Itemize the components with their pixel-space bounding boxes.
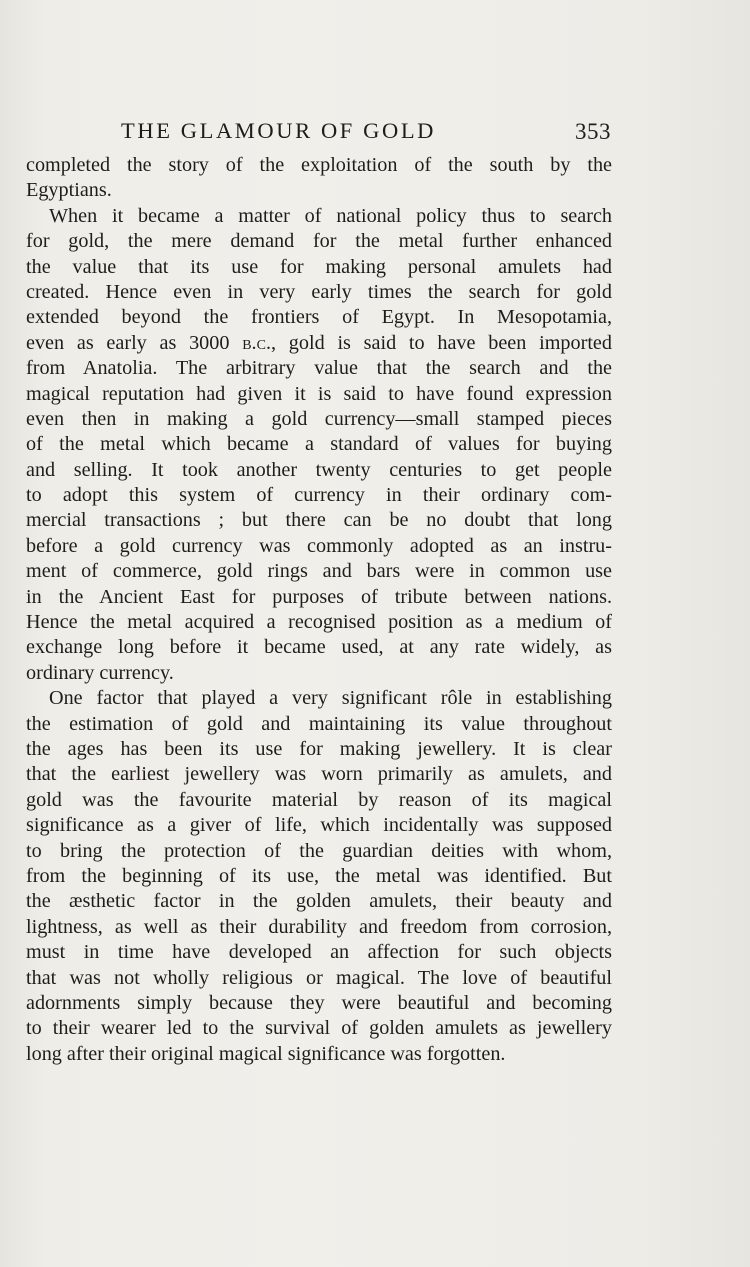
text-line: and selling. It took another twenty centuries to get people bbox=[26, 458, 612, 481]
text-line: the value that its use for making personal amulets had bbox=[26, 255, 612, 278]
text-line: in the Ancient East for purposes of tribute between nations. bbox=[26, 585, 612, 608]
text-line: the estimation of gold and maintaining its value throughout bbox=[26, 712, 612, 735]
text-line: One factor that played a very significant rôle in establishing bbox=[49, 687, 612, 710]
running-title: THE GLAMOUR OF GOLD bbox=[121, 118, 437, 143]
paragraph bbox=[26, 686, 612, 1067]
text-line: even as early as 3000 b.c., gold is said to have been imported bbox=[26, 331, 612, 354]
body-text bbox=[26, 153, 612, 1067]
text-line: long after their original magical significance was forgotten. bbox=[26, 1042, 506, 1065]
text-line: Egyptians. bbox=[26, 179, 112, 202]
text-line: created. Hence even in very early times the search for gold bbox=[26, 280, 612, 303]
text-line: of the metal which became a standard of values for buying bbox=[26, 433, 612, 456]
text-line: to bring the protection of the guardian deities with whom, bbox=[26, 839, 612, 862]
paragraph bbox=[26, 153, 612, 204]
text-line: exchange long before it became used, at any rate widely, as bbox=[26, 636, 612, 659]
text-line: before a gold currency was commonly adopted as an instru- bbox=[26, 534, 612, 557]
text-line: adornments simply because they were beautiful and becoming bbox=[26, 991, 612, 1014]
text-line: ment of commerce, gold rings and bars were in common use bbox=[26, 560, 612, 583]
text-line: ordinary currency. bbox=[26, 661, 174, 684]
running-head bbox=[121, 116, 611, 146]
page-number: 353 bbox=[575, 119, 611, 144]
text-line: mercial transactions ; but there can be no doubt that long bbox=[26, 509, 612, 532]
text-line: When it became a matter of national policy thus to search bbox=[49, 204, 612, 227]
text-line: must in time have developed an affection for such objects bbox=[26, 941, 612, 964]
text-line: that was not wholly religious or magical. The love of beautiful bbox=[26, 966, 612, 989]
text-line: gold was the favourite material by reason of its magical bbox=[26, 788, 612, 811]
text-line: completed the story of the exploitation of the south by the bbox=[26, 154, 612, 176]
text-line: for gold, the mere demand for the metal further enhanced bbox=[26, 230, 612, 253]
text-line: Hence the metal acquired a recognised position as a medium of bbox=[26, 611, 612, 634]
text-line: to their wearer led to the survival of golden amulets as jewellery bbox=[26, 1017, 612, 1040]
text-line: the ages has been its use for making jewellery. It is clear bbox=[26, 737, 612, 760]
paragraph bbox=[26, 204, 612, 686]
text-line: to adopt this system of currency in their ordinary com- bbox=[26, 484, 612, 507]
text-line: the æsthetic factor in the golden amulets, their beauty and bbox=[26, 890, 612, 913]
text-line: magical reputation had given it is said to have found expression bbox=[26, 382, 612, 405]
text-line: even then in making a gold currency—small stamped pieces bbox=[26, 407, 612, 430]
text-line: that the earliest jewellery was worn primarily as amulets, and bbox=[26, 763, 612, 786]
text-line: extended beyond the frontiers of Egypt. In Mesopotamia, bbox=[26, 306, 612, 329]
text-line: from Anatolia. The arbitrary value that the search and the bbox=[26, 357, 612, 380]
text-line: from the beginning of its use, the metal was identified. But bbox=[26, 864, 612, 887]
text-line: lightness, as well as their durability and freedom from corrosion, bbox=[26, 915, 612, 938]
text-line: significance as a giver of life, which incidentally was supposed bbox=[26, 814, 612, 837]
